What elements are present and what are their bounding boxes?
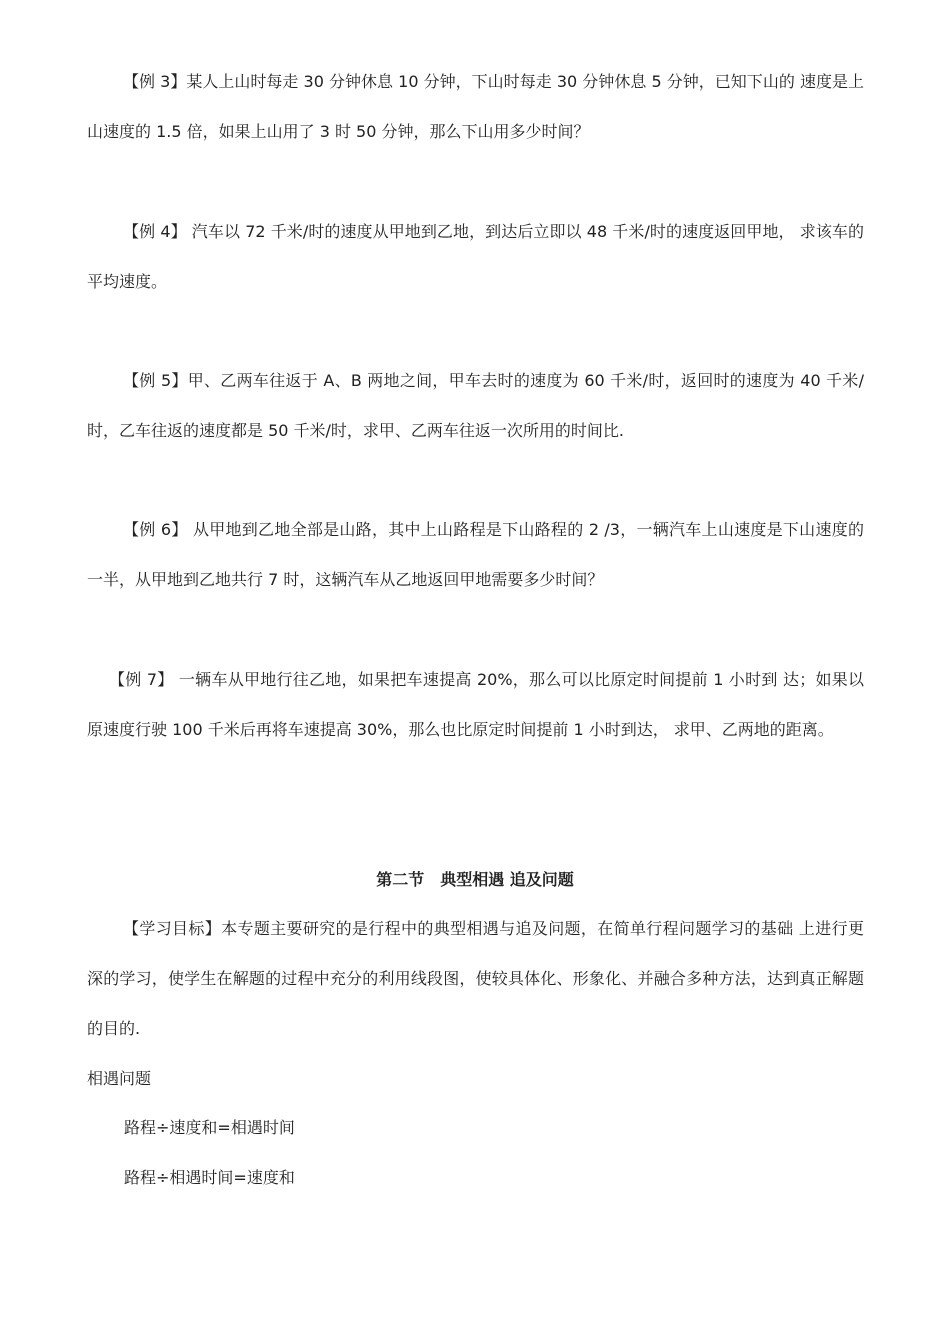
example-7: 【例 7】 一辆车从甲地行往乙地，如果把车速提高 20%，那么可以比原定时间提前 1 小时到 达；如果以原速度行驶 100 千米后再将车速提高 30%，那么也比原定时间提前 1 小时到达， 求甲、乙两地的距离。: [87, 670, 864, 739]
formula-speed-sum: 路程÷相遇时间=速度和: [124, 1168, 295, 1187]
example-3: 【例 3】某人上山时每走 30 分钟休息 10 分钟，下山时每走 30 分钟休息 5 分钟，已知下山的 速度是上山速度的 1.5 倍，如果上山用了 3 时 50 分钟，那么下山用多少时间？: [87, 72, 864, 141]
example-6: 【例 6】 从甲地到乙地全部是山路，其中上山路程是下山路程的 2 /3，一辆汽车上山速度是下山速度的一半，从甲地到乙地共行 7 时，这辆汽车从乙地返回甲地需要多少时间？: [87, 520, 864, 589]
formula-meeting-time: 路程÷速度和=相遇时间: [124, 1118, 295, 1137]
example-5: 【例 5】甲、乙两车往返于 A、B 两地之间，甲车去时的速度为 60 千米/时，返回时的速度为 40 千米/时，乙车往返的速度都是 50 千米/时，求甲、乙两车往返一次所用的时间比.: [87, 371, 864, 440]
learning-objective: 【学习目标】本专题主要研究的是行程中的典型相遇与追及问题，在简单行程问题学习的基础 上进行更深的学习，使学生在解题的过程中充分的利用线段图，使较具体化、形象化、并融合多种方法，达到真正解题的目的.: [87, 919, 864, 1038]
meeting-problem-heading: 相遇问题: [87, 1069, 152, 1088]
section-title: 第二节 典型相遇 追及问题: [376, 870, 574, 889]
example-4: 【例 4】 汽车以 72 千米/时的速度从甲地到乙地，到达后立即以 48 千米/时的速度返回甲地， 求该车的平均速度。: [87, 222, 864, 291]
